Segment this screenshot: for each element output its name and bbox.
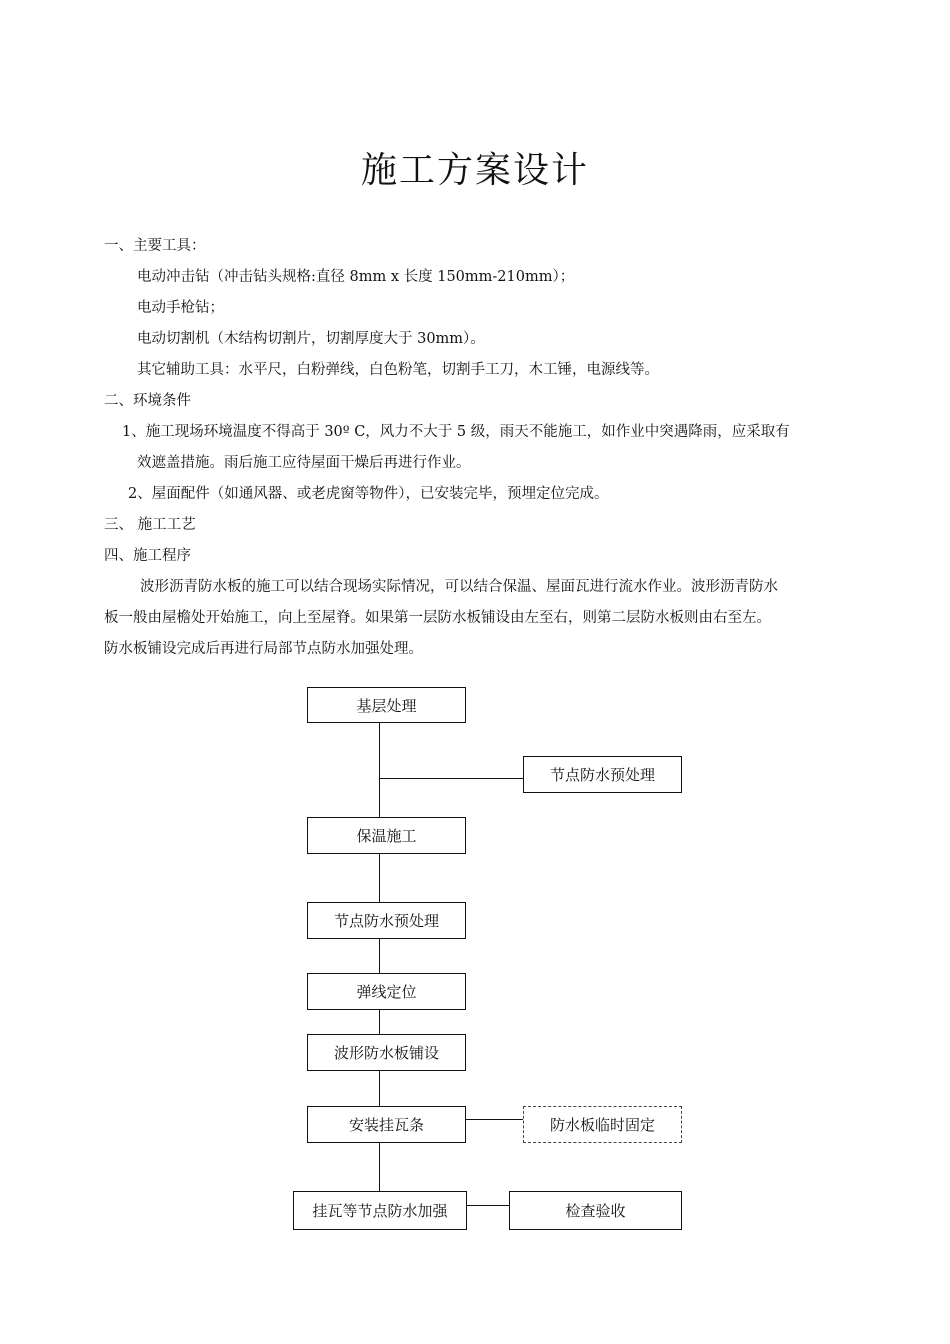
flow-step-node-pretreatment: 节点防水预处理 bbox=[307, 902, 466, 939]
flow-step-base-treatment: 基层处理 bbox=[307, 687, 466, 723]
flow-step-insulation: 保温施工 bbox=[307, 817, 466, 854]
flow-connector bbox=[466, 1205, 509, 1206]
flow-connector bbox=[379, 938, 380, 973]
flow-connector bbox=[466, 1119, 524, 1120]
flow-connector bbox=[379, 1009, 380, 1034]
section2-heading: 二、环境条件 bbox=[104, 393, 191, 409]
procedure-paragraph-line3: 防水板铺设完成后再进行局部节点防水加强处理。 bbox=[104, 641, 423, 657]
flow-connector bbox=[379, 1070, 380, 1106]
flow-side-node-pretreatment: 节点防水预处理 bbox=[523, 756, 682, 793]
section1-heading: 一、主要工具： bbox=[104, 238, 206, 254]
flow-connector bbox=[379, 722, 380, 817]
flow-step-board-laying: 波形防水板铺设 bbox=[307, 1034, 466, 1071]
flow-step-install-battens: 安装挂瓦条 bbox=[307, 1106, 466, 1143]
page-title: 施工方案设计 bbox=[360, 150, 589, 191]
flow-step-line-positioning: 弹线定位 bbox=[307, 973, 466, 1010]
flow-connector bbox=[379, 1142, 380, 1192]
flow-connector bbox=[379, 853, 380, 902]
condition-item-1-line1: 1、施工现场环境温度不得高于 30º C，风力不大于 5 级，雨天不能施工，如作业中突遇降雨，应采取有 bbox=[122, 424, 790, 440]
flow-side-temporary-fixing: 防水板临时固定 bbox=[523, 1106, 682, 1143]
flow-step-node-reinforcement: 挂瓦等节点防水加强 bbox=[293, 1191, 467, 1230]
tool-item: 其它辅助工具：水平尺，白粉弹线，白色粉笔，切割手工刀，木工锤，电源线等。 bbox=[137, 362, 659, 378]
procedure-paragraph-line2: 板一般由屋檐处开始施工，向上至屋脊。如果第一层防水板铺设由左至右，则第二层防水板则由右至左。 bbox=[104, 610, 771, 626]
tool-item: 电动冲击钻（冲击钻头规格:直径 8mm x 长度 150mm-210mm）； bbox=[137, 269, 575, 285]
tool-item: 电动手枪钻； bbox=[137, 300, 224, 316]
flow-step-inspection: 检查验收 bbox=[509, 1191, 682, 1230]
tool-item: 电动切割机（木结构切割片，切割厚度大于 30mm）。 bbox=[137, 331, 485, 347]
condition-item-2: 2、屋面配件（如通风器、或老虎窗等物件），已安装完毕，预埋定位完成。 bbox=[128, 486, 609, 502]
section4-heading: 四、施工程序 bbox=[104, 548, 191, 564]
flow-connector bbox=[379, 778, 524, 779]
condition-item-1-line2: 效遮盖措施。雨后施工应待屋面干燥后再进行作业。 bbox=[137, 455, 471, 471]
procedure-paragraph-line1: 波形沥青防水板的施工可以结合现场实际情况，可以结合保温、屋面瓦进行流水作业。波形沥青防水 bbox=[140, 579, 778, 595]
section3-heading: 三、 施工工艺 bbox=[104, 517, 196, 533]
